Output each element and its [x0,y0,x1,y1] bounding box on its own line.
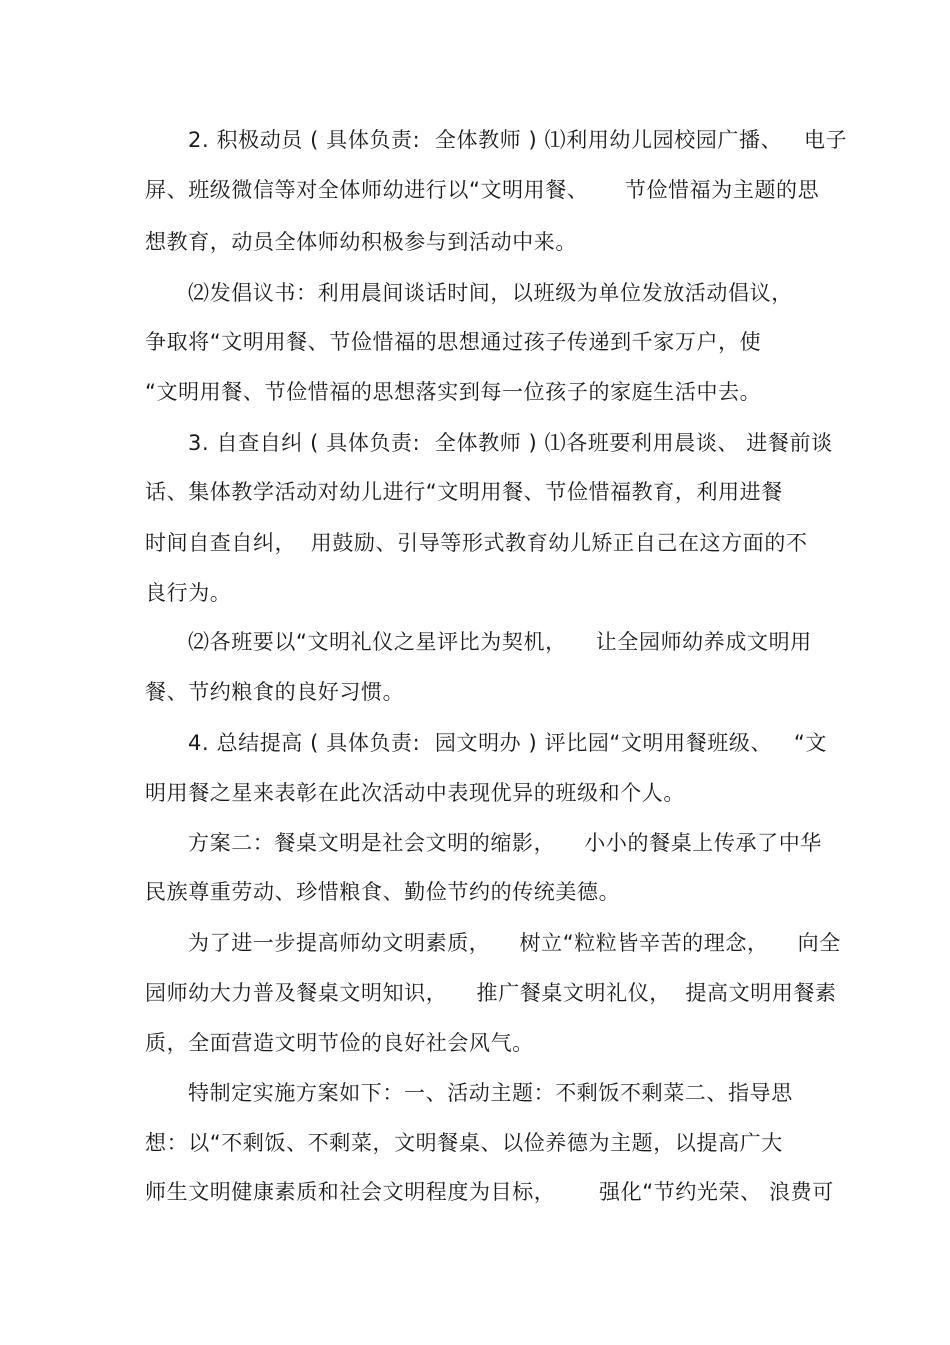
text-line-16: 民族尊重劳动、珍惜粮食、勤俭节约的传统美德。 [145,880,621,904]
text-line-7: 3. 自查自纠 ( 具体负责: 全体教师 ) ⑴各班要利用晨谈、 进餐前谈 [188,431,833,455]
text-line-5: 争取将“文明用餐、节俭惜福的思想通过孩子传递到千家万户，使 [145,330,762,354]
text-line-1: 2. 积极动员 ( 具体负责: 全体教师 ) ⑴利用幼儿园校园广播、 电子 [188,128,848,152]
text-line-18: 园师幼大力普及餐桌文明知识， 推广餐桌文明礼仪， 提高文明用餐素 [145,981,837,1005]
text-line-2: 屏、班级微信等对全体师幼进行以“文明用餐、 节俭惜福为主题的思 [145,178,820,202]
text-line-15: 方案二：餐桌文明是社会文明的缩影， 小小的餐桌上传承了中华 [188,831,822,855]
text-line-10: 良行为。 [145,581,232,605]
text-line-14: 明用餐之星来表彰在此次活动中表现优异的班级和个人。 [145,781,685,805]
text-line-9: 时间自查自纠， 用鼓励、引导等形式教育幼儿矫正自己在这方面的不 [145,531,808,555]
text-line-17: 为了进一步提高师幼文明素质， 树立“粒粒皆辛苦的理念， 向全 [188,931,841,955]
text-line-21: 想：以“不剩饭、不剩菜，文明餐桌、以俭养德为主题，以提高广大 [145,1131,783,1155]
text-line-8: 话、集体教学活动对幼儿进行“文明用餐、节俭惜福教育，利用进餐 [145,480,783,504]
text-line-4: ⑵发倡议书：利用晨间谈话时间，以班级为单位发放活动倡议， [188,281,793,305]
text-line-19: 质，全面营造文明节俭的良好社会风气。 [145,1031,534,1055]
text-line-11: ⑵各班要以“文明礼仪之星评比为契机， 让全园师幼养成文明用 [188,630,812,654]
text-line-3: 想教育，动员全体师幼积极参与到活动中来。 [145,230,577,254]
text-line-13: 4. 总结提高 ( 具体负责: 园文明办 ) 评比园“文明用餐班级、 “文 [188,731,828,755]
text-line-6: “文明用餐、节俭惜福的思想落实到每一位孩子的家庭生活中去。 [145,380,762,404]
text-line-12: 餐、节约粮食的良好习惯。 [145,680,405,704]
text-line-20: 特制定实施方案如下：一、活动主题：不剩饭不剩菜二、指导思 [188,1081,793,1105]
text-line-22: 师生文明健康素质和社会文明程度为目标， 强化“节约光荣、 浪费可 [145,1180,834,1204]
